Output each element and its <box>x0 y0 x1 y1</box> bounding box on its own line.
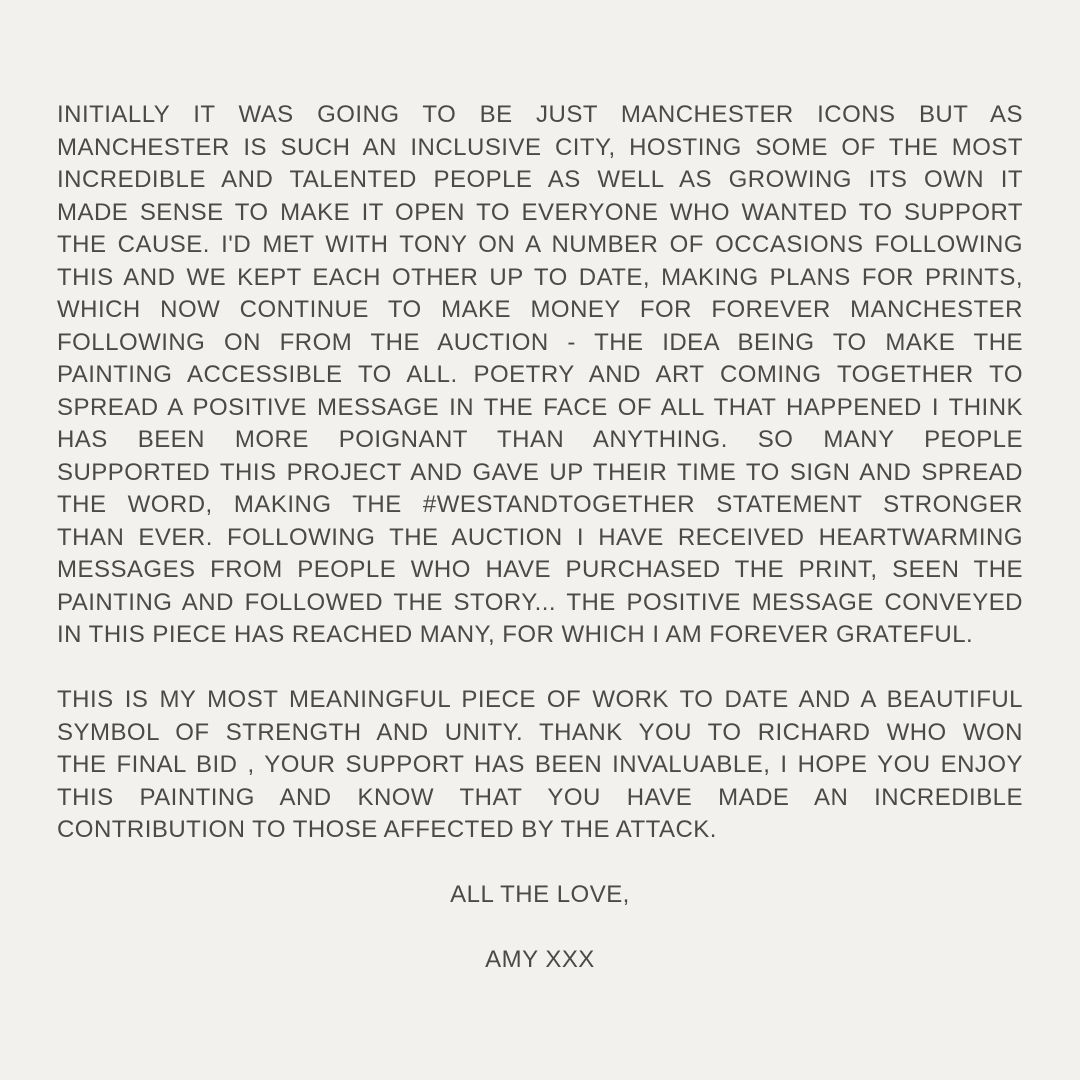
letter-line: WHICH NOW CONTINUE TO MAKE MONEY FOR FOREVER MANCHESTER <box>57 296 1023 323</box>
letter-line: MANCHESTER IS SUCH AN INCLUSIVE CITY, HOSTING SOME OF THE MOST <box>57 133 1023 161</box>
letter-line: SPREAD A POSITIVE MESSAGE IN THE FACE OF ALL THAT HAPPENED I THINK <box>57 393 1023 421</box>
letter-line: THE CAUSE. I'D MET WITH TONY ON A NUMBER OF OCCASIONS FOLLOWING <box>57 231 1023 258</box>
letter-line: INITIALLY IT WAS GOING TO BE JUST MANCHESTER ICONS BUT AS <box>57 101 1023 128</box>
letter-line: THAN EVER. FOLLOWING THE AUCTION I HAVE RECEIVED HEARTWARMING <box>57 523 1023 551</box>
letter-line: AMY XXX <box>485 946 595 973</box>
letter-line: THE FINAL BID , YOUR SUPPORT HAS BEEN INVALUABLE, I HOPE YOU ENJOY <box>57 751 1023 778</box>
letter-line: THIS IS MY MOST MEANINGFUL PIECE OF WORK TO DATE AND A BEAUTIFUL <box>57 686 1023 713</box>
letter-paragraph <box>57 944 1023 977</box>
letter-line: PAINTING AND FOLLOWED THE STORY... THE POSITIVE MESSAGE CONVEYED <box>57 588 1023 616</box>
letter-line: MADE SENSE TO MAKE IT OPEN TO EVERYONE WHO WANTED TO SUPPORT <box>57 198 1023 226</box>
letter-paragraph <box>57 99 1023 652</box>
letter-line: IN THIS PIECE HAS REACHED MANY, FOR WHICH I AM FOREVER GRATEFUL. <box>57 621 974 648</box>
letter-line: SYMBOL OF STRENGTH AND UNITY. THANK YOU TO RICHARD WHO WON <box>57 718 1023 746</box>
letter-line: THIS PAINTING AND KNOW THAT YOU HAVE MADE AN INCREDIBLE <box>57 783 1023 811</box>
letter-line: SUPPORTED THIS PROJECT AND GAVE UP THEIR TIME TO SIGN AND SPREAD <box>57 458 1023 486</box>
letter-line: THE WORD, MAKING THE #WESTANDTOGETHER STATEMENT STRONGER <box>57 491 1023 518</box>
letter-line: INCREDIBLE AND TALENTED PEOPLE AS WELL AS GROWING ITS OWN IT <box>57 166 1023 193</box>
letter-paragraph <box>57 684 1023 847</box>
letter-line: PAINTING ACCESSIBLE TO ALL. POETRY AND ART COMING TOGETHER TO <box>57 361 1023 388</box>
letter-line: THIS AND WE KEPT EACH OTHER UP TO DATE, MAKING PLANS FOR PRINTS, <box>57 263 1023 291</box>
letter-line: CONTRIBUTION TO THOSE AFFECTED BY THE ATTACK. <box>57 816 717 843</box>
letter-line: MESSAGES FROM PEOPLE WHO HAVE PURCHASED THE PRINT, SEEN THE <box>57 556 1023 583</box>
letter-paragraph <box>57 879 1023 912</box>
letter-body <box>57 99 1023 977</box>
letter-line: ALL THE LOVE, <box>450 881 630 908</box>
letter-line: FOLLOWING ON FROM THE AUCTION - THE IDEA BEING TO MAKE THE <box>57 328 1023 356</box>
letter-line: HAS BEEN MORE POIGNANT THAN ANYTHING. SO MANY PEOPLE <box>57 426 1023 453</box>
